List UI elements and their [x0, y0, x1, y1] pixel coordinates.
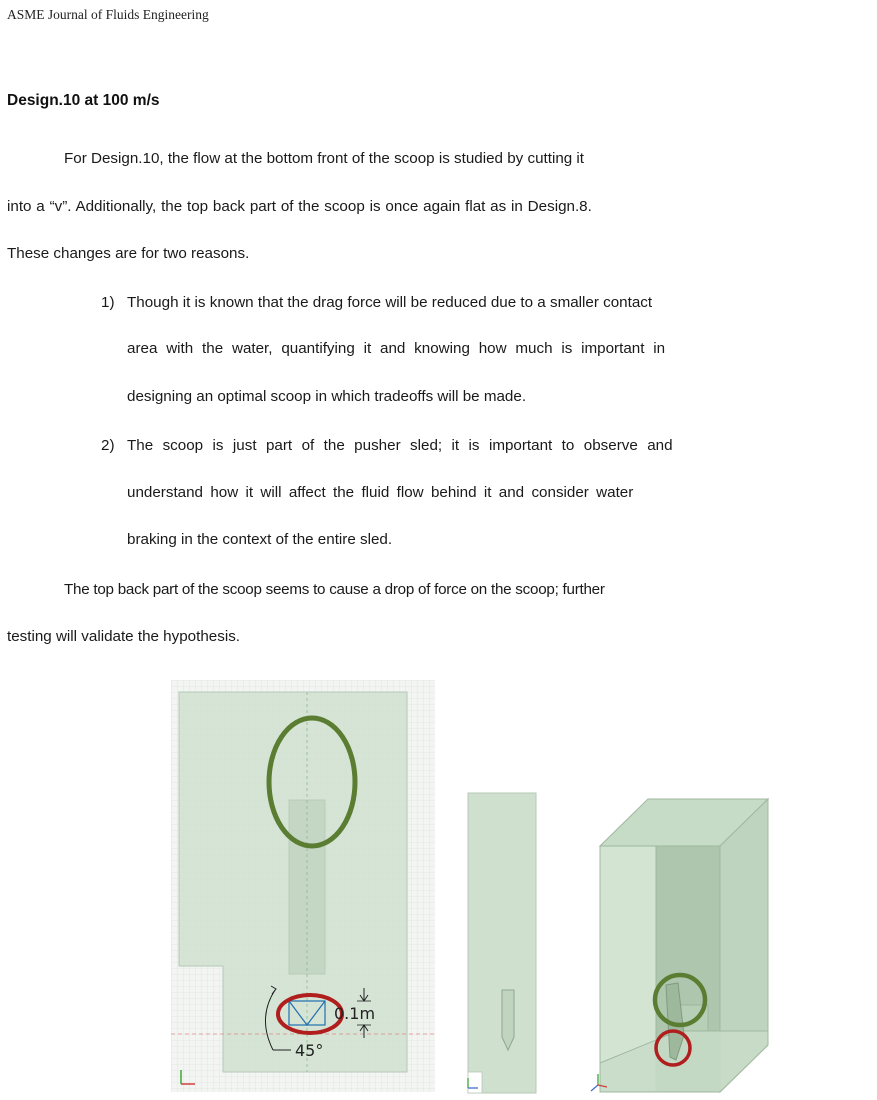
dimension-label: 0.1m: [334, 1004, 376, 1023]
list-number: 1): [101, 294, 115, 311]
isometric-canvas: [588, 795, 772, 1095]
side-view-canvas: [465, 792, 537, 1094]
figure-side-view: [465, 792, 537, 1094]
list-number: 2): [101, 437, 115, 454]
figure-isometric-view: [588, 795, 772, 1095]
angle-label: 45°: [295, 1041, 324, 1060]
side-view-body: [468, 793, 536, 1093]
text-line: into a “v”. Additionally, the top back part of the scoop is once again flat as in Design.8.: [7, 198, 592, 215]
figure-sketch-top-view: [171, 680, 435, 1092]
side-view-scoop: [502, 990, 514, 1050]
text-line: area with the water, quantifying it and knowing how much is important in: [127, 340, 666, 357]
text-line: These changes are for two reasons.: [7, 245, 250, 262]
sketch-canvas: [171, 680, 435, 1092]
text-line: The scoop is just part of the pusher sled; it is important to observe and: [127, 437, 673, 454]
text-line: Though it is known that the drag force will be reduced due to a smaller contact: [127, 294, 653, 311]
text-line: The top back part of the scoop seems to cause a drop of force on the scoop; further: [64, 581, 605, 598]
text-line: testing will validate the hypothesis.: [7, 628, 241, 645]
text-line: designing an optimal scoop in which tradeoffs will be made.: [127, 388, 527, 405]
text-line: braking in the context of the entire sled.: [127, 531, 393, 548]
text-line: understand how it will affect the fluid flow behind it and consider water: [127, 484, 634, 501]
section-heading: Design.10 at 100 m/s: [7, 92, 160, 109]
journal-header: ASME Journal of Fluids Engineering: [7, 7, 209, 22]
text-line: For Design.10, the flow at the bottom front of the scoop is studied by cutting it: [64, 150, 585, 167]
